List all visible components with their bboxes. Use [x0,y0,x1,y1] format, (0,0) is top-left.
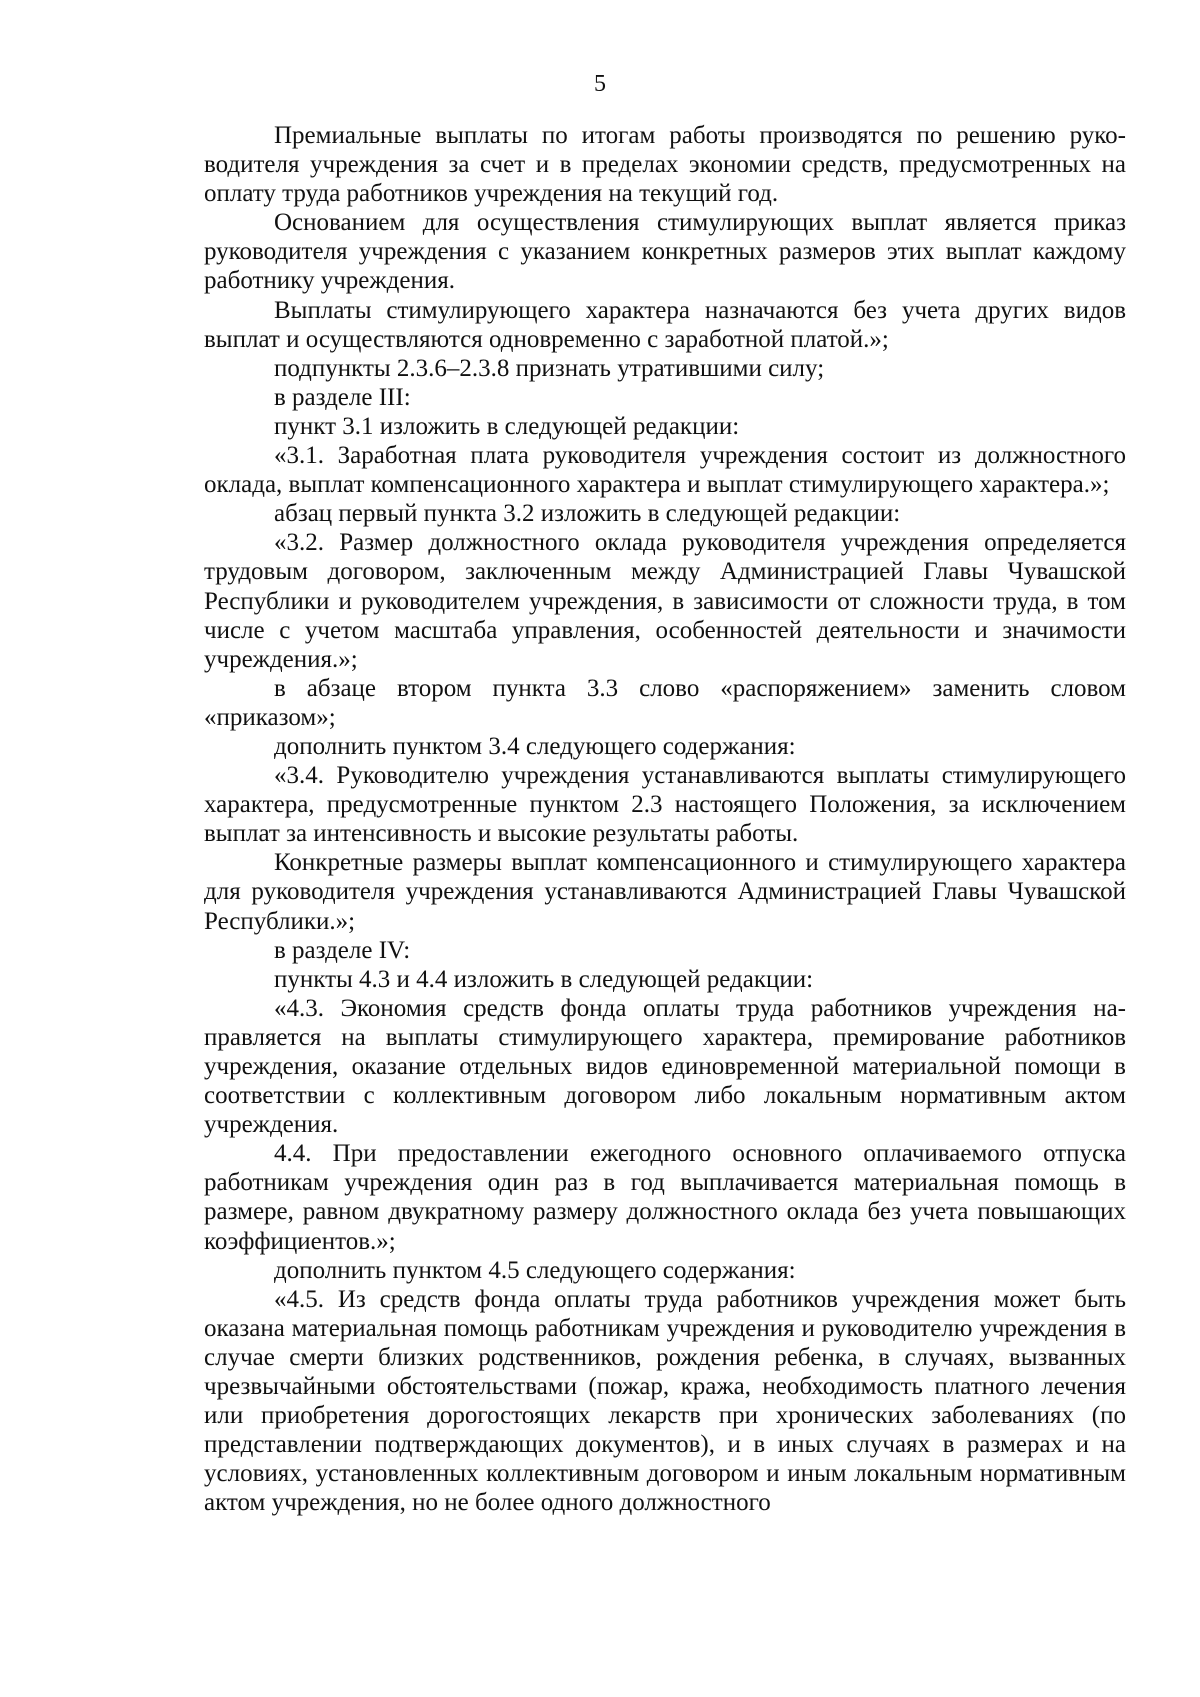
paragraph: в абзаце втором пункта 3.3 слово «распоряжением» заменить словом «приказом»; [204,674,1126,731]
paragraph: 4.4. При предоставлении ежегодного основного оплачиваемого отпуска работникам учреждения один раз в год выплачивается материальная помощь в размере, равном двукратному размеру должностного оклада без учета повышающих коэффициентов.»; [204,1140,1126,1255]
paragraph: дополнить пунктом 3.4 следующего содержания: [274,732,796,760]
paragraph: Выплаты стимулирующего характера назначаются без учета других видов выплат и осуществляются одновременно с заработной платой.»; [204,296,1126,353]
paragraph: Премиальные выплаты по итогам работы производятся по решению руководителя учреждения за счет и в пределах экономии средств, предусмотренных на оплату труда работников учреждения на текущий год. [204,122,1126,208]
page-number: 5 [594,71,606,97]
document-body [204,121,1126,1518]
paragraph: «4.3. Экономия средств фонда оплаты труда работников учреждения направляется на выплаты стимулирующего характера, премирование работников учреждения, оказание отдельных видов единовременной материальной помощи в соответствии с коллективным договором либо локальным нормативным актом учреждения. [204,994,1126,1139]
paragraph: Конкретные размеры выплат компенсационного и стимулирующего характера для руководителя учреждения устанавливаются Администрацией Главы Чувашской Республики.»; [204,849,1126,935]
paragraph: подпункты 2.3.6–2.3.8 признать утратившими силу; [274,354,825,382]
paragraph: в разделе III: [274,383,411,411]
paragraph: «3.2. Размер должностного оклада руководителя учреждения определяется трудовым договором, заключенным между Администрацией Главы Чувашской Республики и руководителем учреждения, в зависимости от сложности труда, в том числе с учетом масштаба управления, особенностей деятельности и значимости учреждения.»; [204,529,1126,673]
paragraph: в разделе IV: [274,936,411,964]
paragraph: пункты 4.3 и 4.4 изложить в следующей редакции: [274,965,814,993]
paragraph: дополнить пунктом 4.5 следующего содержания: [274,1256,796,1284]
paragraph: абзац первый пункта 3.2 изложить в следующей редакции: [274,500,901,528]
paragraph: «3.1. Заработная плата руководителя учреждения состоит из должностного оклада, выплат компенсационного характера и выплат стимулирующего характера.»; [204,442,1126,499]
paragraph: Основанием для осуществления стимулирующих выплат является приказ руководителя учреждения с указанием конкретных размеров этих выплат каждому работнику учреждения. [204,209,1126,295]
paragraph: «3.4. Руководителю учреждения устанавливаются выплаты стимулирующего характера, предусмотренные пунктом 2.3 настоящего Положения, за исключением выплат за интенсивность и высокие результаты работы. [204,762,1126,848]
paragraph: пункт 3.1 изложить в следующей редакции: [274,412,740,440]
paragraph: «4.5. Из средств фонда оплаты труда работников учреждения может быть оказана материальная помощь работникам учреждения и руководителю учреждения в случае смерти близких родственников, рождения ребенка, в случаях, вызванных чрезвычайными обстоятельствами (пожар, кража, необходимость платного лечения или приобретения дорогостоящих лекарств при хронических заболеваниях (по представлении подтверждающих документов), и в иных случаях в размерах и на условиях, установленных коллективным договором и иным локальным нормативным актом учреждения, но не более одного должностного [204,1285,1126,1517]
